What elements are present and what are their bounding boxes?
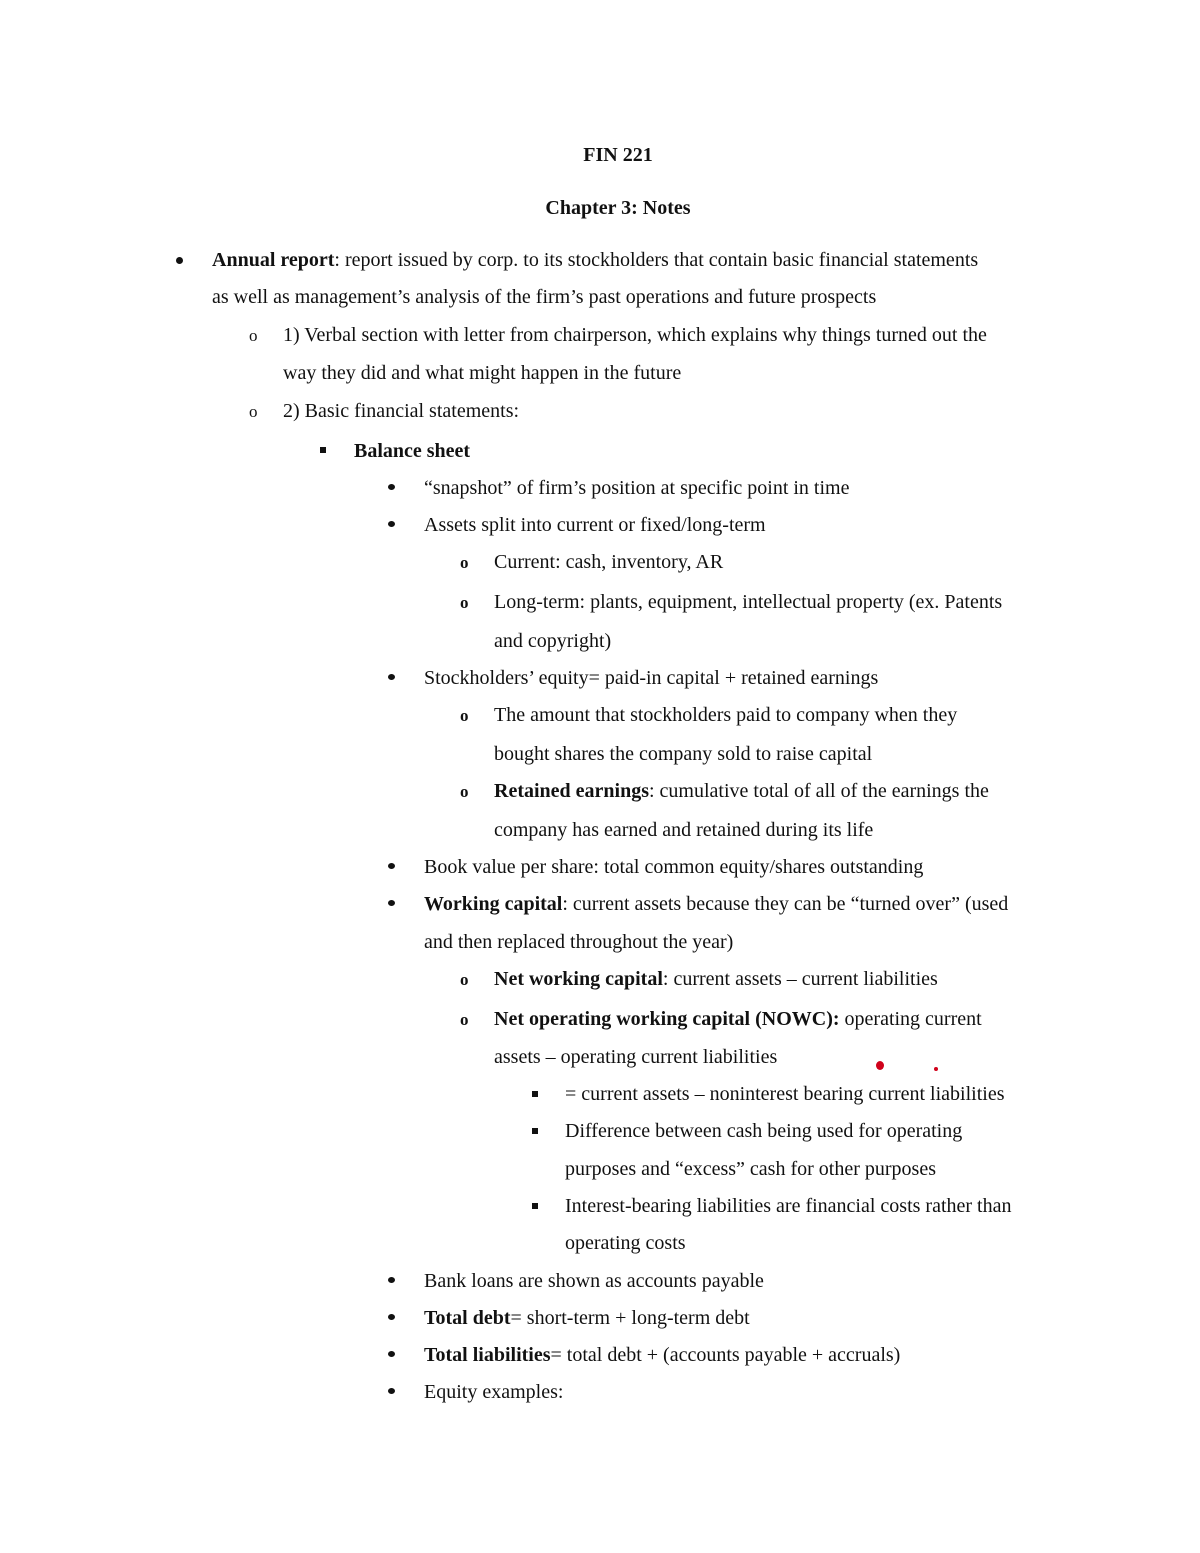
nowc-sub-item-2-line2: purposes and “excess” cash for other purposes: [565, 1158, 936, 1180]
retained-earnings-def: : cumulative total of all of the earnings the: [649, 780, 989, 802]
total-liabilities-item: [424, 1343, 900, 1367]
paidin-line1: The amount that stockholders paid to company when they: [494, 704, 958, 726]
bullet-icon: [388, 900, 395, 906]
basic-statements: 2) Basic financial statements:: [283, 400, 520, 422]
nowc-line2: assets – operating current liabilities: [494, 1046, 778, 1068]
square-bullet-icon: [532, 1203, 538, 1209]
bullet-icon: [388, 484, 395, 490]
total-liabilities-def: = total debt + (accounts payable + accruals): [550, 1344, 901, 1366]
working-capital-line2: and then replaced throughout the year): [424, 931, 734, 953]
longterm-assets-line1: Long-term: plants, equipment, intellectual property (ex. Patents: [494, 591, 1003, 613]
equity-item: Stockholders’ equity= paid-in capital + retained earnings: [424, 667, 879, 689]
annual-report-line2: as well as management’s analysis of the firm’s past operations and future prospects: [212, 286, 877, 308]
longterm-assets-line2: and copyright): [494, 630, 612, 652]
snapshot-item: “snapshot” of firm’s position at specific point in time: [424, 477, 850, 499]
nowc-line1: [494, 1007, 982, 1031]
total-debt-term: Total debt: [424, 1307, 511, 1329]
balance-sheet-heading: Balance sheet: [354, 440, 471, 462]
circle-bullet-icon: o: [460, 593, 469, 612]
retained-earnings-line1: [494, 779, 989, 803]
current-assets-item: Current: cash, inventory, AR: [494, 551, 724, 573]
nowc-sub-item-3-line1: Interest-bearing liabilities are financial costs rather than: [565, 1195, 1012, 1217]
annual-report-def: : report issued by corp. to its stockholders that contain basic financial statements: [334, 249, 979, 271]
red-ink-dot: [934, 1067, 938, 1071]
working-capital-def: : current assets because they can be “turned over” (used: [562, 893, 1009, 915]
total-liabilities-term: Total liabilities: [424, 1344, 551, 1366]
equity-examples-item: Equity examples:: [424, 1381, 564, 1403]
bullet-icon: [388, 521, 395, 527]
circle-bullet-icon: o: [460, 553, 469, 572]
retained-earnings-term: Retained earnings: [494, 780, 649, 802]
bank-loans-item: Bank loans are shown as accounts payable: [424, 1270, 764, 1292]
bullet-icon: [388, 863, 395, 869]
annual-report-term: Annual report: [212, 249, 335, 271]
working-capital-term: Working capital: [424, 893, 563, 915]
square-bullet-icon: [532, 1128, 538, 1134]
net-working-capital-item: [494, 967, 938, 991]
circle-bullet-icon: o: [460, 706, 469, 725]
circle-bullet-icon: o: [460, 782, 469, 801]
bullet-icon: [388, 1388, 395, 1394]
nowc-def: operating current: [839, 1008, 982, 1030]
paidin-line2: bought shares the company sold to raise capital: [494, 743, 873, 765]
circle-bullet-icon: o: [249, 326, 258, 345]
bullet-icon: [388, 674, 395, 680]
bullet-icon: [388, 1351, 395, 1357]
assets-split-item: Assets split into current or fixed/long-term: [424, 514, 766, 536]
square-bullet-icon: [532, 1091, 538, 1097]
nowc-sub-item-3-line2: operating costs: [565, 1232, 686, 1254]
nowc-sub-item-1: = current assets – noninterest bearing current liabilities: [565, 1083, 1005, 1105]
bullet-icon: [176, 257, 183, 264]
nwc-def: : current assets – current liabilities: [662, 968, 938, 990]
bullet-icon: [388, 1314, 395, 1320]
total-debt-item: [424, 1306, 750, 1330]
nwc-term: Net working capital: [494, 968, 663, 990]
red-ink-mark: [876, 1061, 884, 1070]
bullet-icon: [388, 1277, 395, 1283]
book-value-item: Book value per share: total common equity/shares outstanding: [424, 856, 924, 878]
square-bullet-icon: [320, 447, 326, 453]
circle-bullet-icon: o: [460, 1010, 469, 1029]
total-debt-def: = short-term + long-term debt: [510, 1307, 750, 1329]
chapter-title: Chapter 3: Notes: [545, 197, 691, 219]
verbal-section-line2: way they did and what might happen in the future: [283, 362, 682, 384]
verbal-section-line1: 1) Verbal section with letter from chairperson, which explains why things turned out the: [283, 324, 987, 346]
course-title: FIN 221: [583, 144, 653, 166]
nowc-term: Net operating working capital (NOWC):: [494, 1008, 840, 1030]
circle-bullet-icon: o: [460, 970, 469, 989]
annual-report-line1: [212, 248, 978, 272]
circle-bullet-icon: o: [249, 402, 258, 421]
retained-earnings-line2: company has earned and retained during its life: [494, 819, 874, 841]
nowc-sub-item-2-line1: Difference between cash being used for operating: [565, 1120, 963, 1142]
working-capital-line1: [424, 892, 1008, 916]
